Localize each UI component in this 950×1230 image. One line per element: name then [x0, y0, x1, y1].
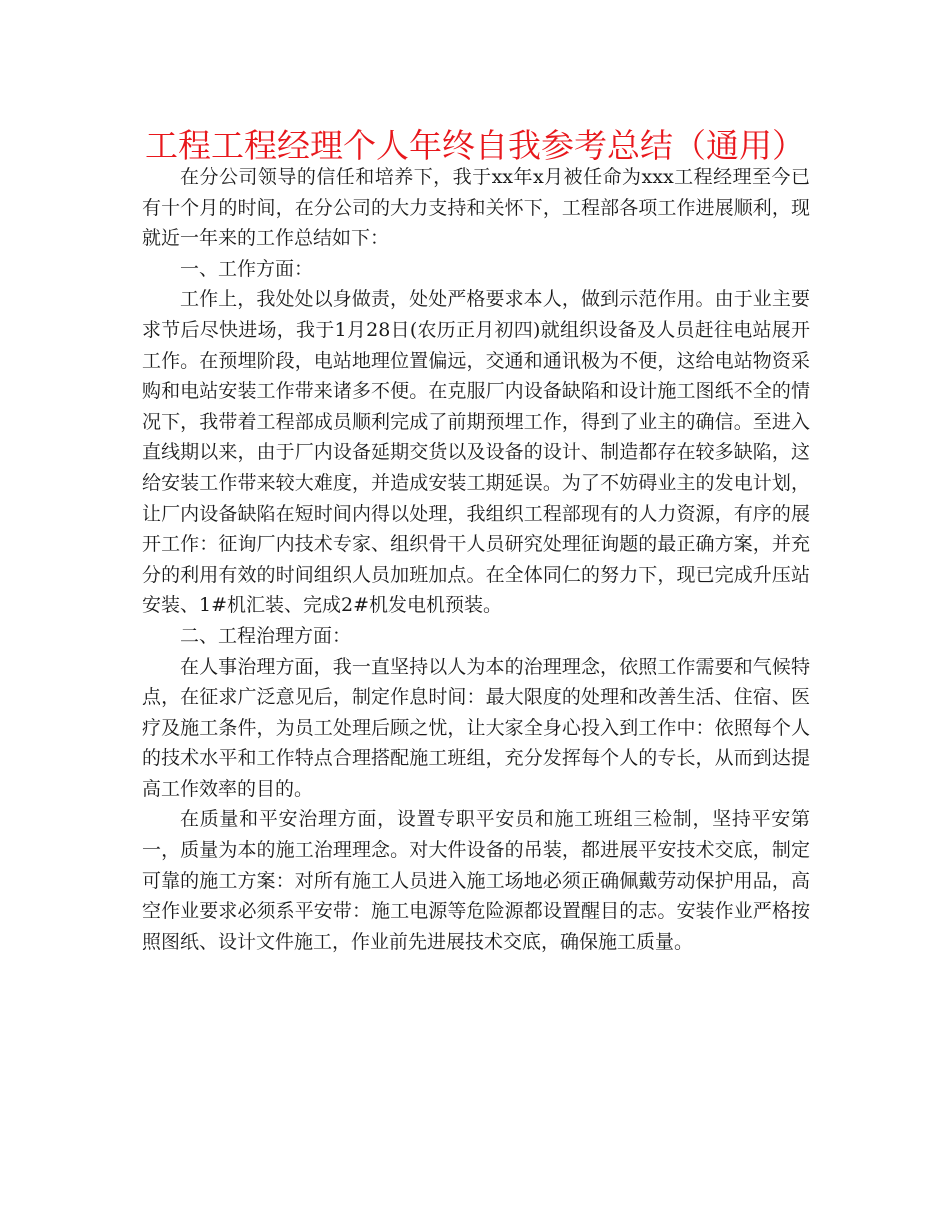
document-title: 工程工程经理个人年终自我参考总结（通用） — [145, 126, 805, 165]
section-heading-work: 一、工作方面： — [180, 257, 314, 280]
paragraph-intro: 在分公司领导的信任和培养下，我于xx年x月被任命为xxx工程经理至今已有十个月的时间，在分公司的大力支持和关怀下，工程部各项工作进展顺利，现就近一年来的工作总结如下： — [142, 166, 810, 250]
document-body — [142, 162, 810, 957]
paragraph-quality-safety: 在质量和平安治理方面，设置专职平安员和施工班组三检制，坚持平安第一，质量为本的施工治理理念。对大件设备的吊装，都进展平安技术交底，制定可靠的施工方案：对所有施工人员进入施工场地必须正确佩戴劳动保护用品，高空作业要求必须系平安带：施工电源等危险源都设置醒目的志。安装作业严格按照图纸、设计文件施工，作业前先进展技术交底，确保施工质量。 — [142, 808, 810, 953]
section-heading-management: 二、工程治理方面： — [180, 624, 352, 647]
paragraph-work: 工作上，我处处以身做责，处处严格要求本人，做到示范作用。由于业主要求节后尽快进场，我于1月28日(农历正月初四)就组织设备及人员赶往电站展开工作。在预埋阶段，电站地理位置偏远，交通和通讯极为不便，这给电站物资采购和电站安装工作带来诸多不便。在克服厂内设备缺陷和设计施工图纸不全的情况下，我带着工程部成员顺利完成了前期预埋工作，得到了业主的确信。至进入直线期以来，由于厂内设备延期交货以及设备的设计、制造都存在较多缺陷，这给安装工作带来较大难度，并造成安装工期延误。为了不妨碍业主的发电计划，让厂内设备缺陷在短时间内得以处理，我组织工程部现有的人力资源，有序的展开工作：征询厂内技术专家、组织骨干人员研究处理征询题的最正确方案，并充分的利用有效的时间组织人员加班加点。在全体同仁的努力下，现已完成升压站安装、1#机汇装、完成2#机发电机预装。 — [142, 288, 810, 617]
paragraph-personnel: 在人事治理方面，我一直坚持以人为本的治理理念，依照工作需要和气候特点，在征求广泛意见后，制定作息时间：最大限度的处理和改善生活、住宿、医疗及施工条件，为员工处理后顾之忧，让大家全身心投入到工作中：依照每个人的技术水平和工作特点合理搭配施工班组，充分发挥每个人的专长，从而到达提高工作效率的目的。 — [142, 655, 810, 800]
